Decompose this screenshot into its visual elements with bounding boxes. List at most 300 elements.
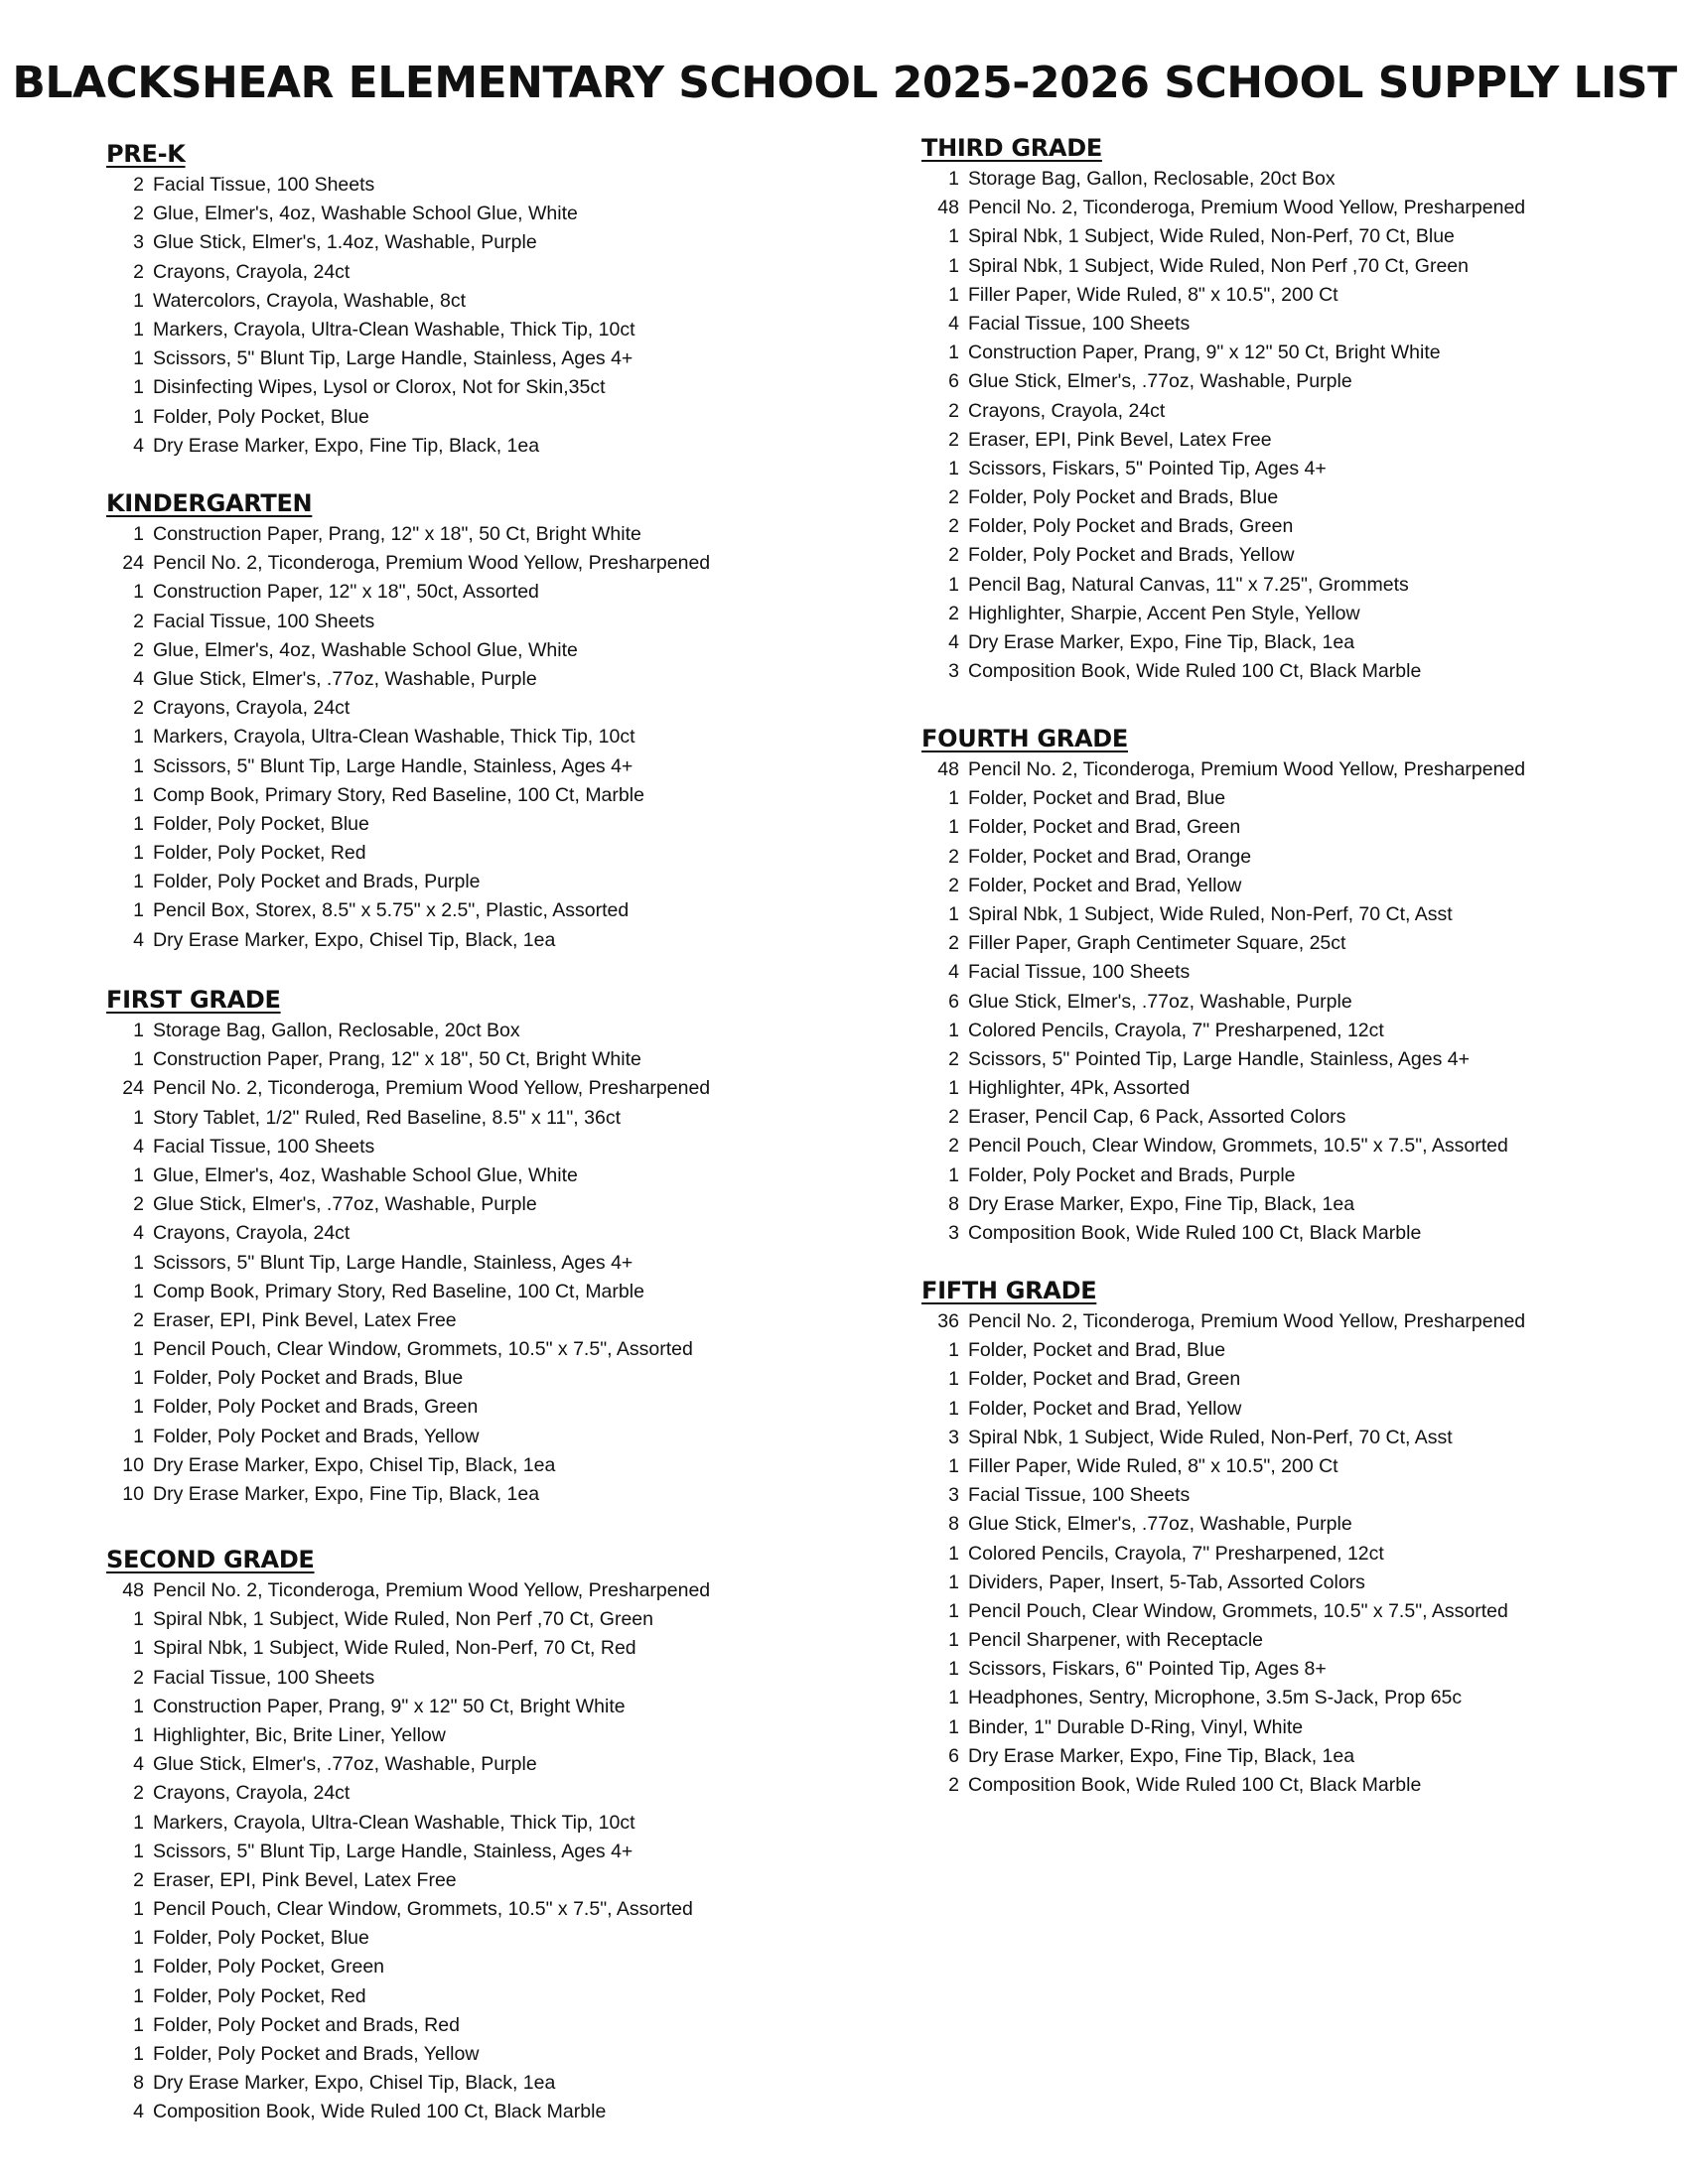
item-quantity: 2 bbox=[133, 1782, 144, 1805]
item-description: Construction Paper, Prang, 9" x 12" 50 Ct, Bright White bbox=[153, 1695, 626, 1717]
item-description: Folder, Pocket and Brad, Yellow bbox=[968, 874, 1242, 896]
item-quantity: 24 bbox=[122, 552, 144, 575]
item-description: Highlighter, 4Pk, Assorted bbox=[968, 1077, 1191, 1100]
item-description: Folder, Poly Pocket and Brads, Purple bbox=[153, 871, 481, 893]
item-description: Spiral Nbk, 1 Subject, Wide Ruled, Non-Perf, 70 Ct, Asst bbox=[968, 1426, 1453, 1448]
item-quantity: 8 bbox=[948, 1192, 959, 1215]
list-item bbox=[921, 1510, 1656, 1539]
item-description: Dry Erase Marker, Expo, Chisel Tip, Black, 1ea bbox=[153, 2072, 556, 2095]
item-quantity: 10 bbox=[122, 1483, 144, 1505]
item-quantity: 1 bbox=[948, 816, 959, 839]
item-quantity: 2 bbox=[948, 399, 959, 422]
list-item bbox=[106, 520, 801, 549]
item-description: Eraser, Pencil Cap, 6 Pack, Assorted Colors bbox=[968, 1106, 1346, 1129]
item-quantity: 3 bbox=[133, 231, 144, 254]
item-quantity: 8 bbox=[133, 2072, 144, 2095]
list-item bbox=[106, 1133, 801, 1161]
item-description: Crayons, Crayola, 24ct bbox=[153, 260, 351, 283]
list-item bbox=[106, 896, 801, 925]
list-item bbox=[106, 1895, 801, 1924]
item-quantity: 2 bbox=[133, 1308, 144, 1331]
item-description: Markers, Crayola, Ultra-Clean Washable, Thick Tip, 10ct bbox=[153, 726, 635, 749]
list-item bbox=[106, 1779, 801, 1808]
list-item bbox=[921, 1452, 1656, 1481]
item-description: Construction Paper, Prang, 12" x 18", 50 Ct, Bright White bbox=[153, 1048, 641, 1071]
item-quantity: 2 bbox=[948, 544, 959, 567]
item-quantity: 1 bbox=[948, 1542, 959, 1565]
list-item bbox=[921, 1017, 1656, 1045]
item-quantity: 1 bbox=[133, 1608, 144, 1631]
list-item bbox=[106, 1161, 801, 1190]
list-item bbox=[106, 1953, 801, 1981]
list-item bbox=[921, 1655, 1656, 1684]
section-heading: KINDERGARTEN bbox=[106, 489, 313, 517]
list-item bbox=[106, 1104, 801, 1133]
item-description: Facial Tissue, 100 Sheets bbox=[968, 1484, 1191, 1507]
item-quantity: 4 bbox=[133, 667, 144, 690]
list-item bbox=[106, 1249, 801, 1278]
item-description: Filler Paper, Graph Centimeter Square, 25ct bbox=[968, 932, 1346, 955]
item-quantity: 1 bbox=[948, 787, 959, 810]
list-item bbox=[921, 310, 1656, 339]
item-quantity: 1 bbox=[948, 1368, 959, 1391]
item-quantity: 36 bbox=[937, 1310, 959, 1332]
item-quantity: 2 bbox=[133, 1193, 144, 1216]
list-item bbox=[106, 344, 801, 373]
item-quantity: 1 bbox=[948, 1339, 959, 1362]
list-item bbox=[106, 926, 801, 955]
list-item bbox=[921, 1569, 1656, 1597]
list-item bbox=[106, 403, 801, 432]
item-description: Glue Stick, Elmer's, 1.4oz, Washable, Purple bbox=[153, 231, 537, 254]
item-description: Crayons, Crayola, 24ct bbox=[153, 697, 351, 720]
list-item bbox=[921, 843, 1656, 872]
item-quantity: 3 bbox=[948, 1484, 959, 1507]
item-description: Facial Tissue, 100 Sheets bbox=[968, 312, 1191, 335]
list-item bbox=[106, 1576, 801, 1605]
item-description: Crayons, Crayola, 24ct bbox=[153, 1222, 351, 1245]
item-description: Glue, Elmer's, 4oz, Washable School Glue, White bbox=[153, 638, 578, 661]
item-description: Pencil Pouch, Clear Window, Grommets, 10.5" x 7.5", Assorted bbox=[968, 1599, 1508, 1622]
list-item bbox=[921, 571, 1656, 600]
item-quantity: 1 bbox=[133, 1898, 144, 1921]
list-item bbox=[106, 2069, 801, 2098]
item-quantity: 1 bbox=[133, 1106, 144, 1129]
item-quantity: 1 bbox=[133, 1048, 144, 1071]
item-description: Markers, Crayola, Ultra-Clean Washable, Thick Tip, 10ct bbox=[153, 1811, 635, 1834]
section-heading: FIRST GRADE bbox=[106, 986, 281, 1014]
item-description: Watercolors, Crayola, Washable, 8ct bbox=[153, 289, 466, 312]
item-description: Folder, Poly Pocket and Brads, Yellow bbox=[153, 2043, 480, 2065]
item-quantity: 1 bbox=[133, 523, 144, 545]
list-item bbox=[106, 1480, 801, 1509]
list-item bbox=[106, 258, 801, 287]
list-item bbox=[106, 2011, 801, 2040]
list-item bbox=[921, 1684, 1656, 1712]
item-quantity: 1 bbox=[948, 1629, 959, 1652]
item-description: Scissors, 5" Pointed Tip, Large Handle, Stainless, Ages 4+ bbox=[968, 1047, 1471, 1070]
item-description: Folder, Poly Pocket, Blue bbox=[153, 812, 369, 835]
item-quantity: 1 bbox=[948, 1599, 959, 1622]
item-quantity: 1 bbox=[948, 225, 959, 248]
item-description: Pencil No. 2, Ticonderoga, Premium Wood Yellow, Presharpened bbox=[153, 1579, 711, 1601]
item-description: Markers, Crayola, Ultra-Clean Washable, Thick Tip, 10ct bbox=[153, 318, 635, 341]
list-item bbox=[106, 1190, 801, 1219]
list-item bbox=[921, 1481, 1656, 1510]
list-item bbox=[106, 810, 801, 839]
section-heading: FOURTH GRADE bbox=[921, 725, 1128, 752]
item-description: Folder, Pocket and Brad, Blue bbox=[968, 787, 1226, 810]
item-description: Pencil Pouch, Clear Window, Grommets, 10.5" x 7.5", Assorted bbox=[153, 1898, 693, 1921]
list-item bbox=[921, 1626, 1656, 1655]
list-item bbox=[921, 541, 1656, 570]
list-item bbox=[106, 1866, 801, 1895]
list-item bbox=[106, 1393, 801, 1422]
list-item bbox=[921, 1307, 1656, 1336]
list-item bbox=[921, 1713, 1656, 1742]
item-quantity: 4 bbox=[948, 961, 959, 984]
item-quantity: 1 bbox=[133, 1163, 144, 1186]
item-quantity: 1 bbox=[133, 405, 144, 428]
list-item bbox=[106, 228, 801, 257]
item-quantity: 2 bbox=[948, 428, 959, 451]
list-item bbox=[106, 1838, 801, 1866]
list-item bbox=[921, 1103, 1656, 1132]
item-quantity: 4 bbox=[133, 1135, 144, 1158]
item-description: Scissors, Fiskars, 6" Pointed Tip, Ages 8+ bbox=[968, 1658, 1327, 1681]
item-quantity: 1 bbox=[133, 289, 144, 312]
item-description: Eraser, EPI, Pink Bevel, Latex Free bbox=[153, 1868, 457, 1891]
list-item bbox=[106, 1364, 801, 1393]
item-description: Pencil No. 2, Ticonderoga, Premium Wood Yellow, Presharpened bbox=[968, 197, 1526, 219]
item-quantity: 2 bbox=[948, 1774, 959, 1796]
item-description: Pencil No. 2, Ticonderoga, Premium Wood Yellow, Presharpened bbox=[968, 1310, 1526, 1332]
item-description: Pencil Bag, Natural Canvas, 11" x 7.25", Grommets bbox=[968, 573, 1409, 596]
item-description: Glue Stick, Elmer's, .77oz, Washable, Purple bbox=[968, 1513, 1352, 1536]
item-description: Pencil No. 2, Ticonderoga, Premium Wood Yellow, Presharpened bbox=[153, 1077, 711, 1100]
item-description: Glue Stick, Elmer's, .77oz, Washable, Purple bbox=[968, 990, 1352, 1013]
item-quantity: 1 bbox=[948, 1454, 959, 1477]
list-item bbox=[106, 636, 801, 665]
item-description: Folder, Pocket and Brad, Green bbox=[968, 816, 1241, 839]
item-description: Glue Stick, Elmer's, .77oz, Washable, Purple bbox=[153, 1753, 537, 1776]
item-quantity: 4 bbox=[133, 928, 144, 951]
item-description: Dry Erase Marker, Expo, Fine Tip, Black, 1ea bbox=[153, 434, 540, 457]
section-third-grade bbox=[921, 131, 1656, 686]
item-quantity: 2 bbox=[133, 260, 144, 283]
section-second-grade bbox=[106, 1543, 801, 2127]
item-quantity: 1 bbox=[133, 2013, 144, 2036]
item-description: Construction Paper, Prang, 9" x 12" 50 Ct, Bright White bbox=[968, 341, 1441, 364]
item-description: Crayons, Crayola, 24ct bbox=[968, 399, 1166, 422]
item-quantity: 48 bbox=[937, 197, 959, 219]
item-quantity: 1 bbox=[948, 1715, 959, 1738]
list-item bbox=[921, 194, 1656, 222]
item-description: Folder, Poly Pocket, Red bbox=[153, 1984, 366, 2007]
list-item bbox=[106, 549, 801, 578]
item-description: Pencil No. 2, Ticonderoga, Premium Wood Yellow, Presharpened bbox=[153, 552, 711, 575]
list-item bbox=[106, 1924, 801, 1953]
item-quantity: 1 bbox=[133, 581, 144, 604]
item-description: Crayons, Crayola, 24ct bbox=[153, 1782, 351, 1805]
list-item bbox=[921, 1045, 1656, 1074]
item-quantity: 2 bbox=[133, 203, 144, 225]
item-quantity: 1 bbox=[948, 341, 959, 364]
list-item bbox=[921, 958, 1656, 987]
item-description: Folder, Poly Pocket and Brads, Purple bbox=[968, 1163, 1296, 1186]
item-quantity: 2 bbox=[948, 602, 959, 624]
item-quantity: 48 bbox=[122, 1579, 144, 1601]
list-item bbox=[106, 752, 801, 781]
item-description: Scissors, Fiskars, 5" Pointed Tip, Ages 4+ bbox=[968, 457, 1327, 479]
list-item bbox=[921, 426, 1656, 455]
item-description: Binder, 1" Durable D-Ring, Vinyl, White bbox=[968, 1715, 1304, 1738]
item-description: Story Tablet, 1/2" Ruled, Red Baseline, 8.5" x 11", 36ct bbox=[153, 1106, 621, 1129]
list-item bbox=[921, 1365, 1656, 1394]
list-item bbox=[921, 657, 1656, 686]
item-description: Glue Stick, Elmer's, .77oz, Washable, Purple bbox=[153, 1193, 537, 1216]
list-item bbox=[106, 1982, 801, 2011]
item-description: Dry Erase Marker, Expo, Fine Tip, Black, 1ea bbox=[153, 1483, 540, 1505]
section-kindergarten bbox=[106, 486, 801, 955]
item-description: Pencil Pouch, Clear Window, Grommets, 10.5" x 7.5", Assorted bbox=[968, 1135, 1508, 1158]
list-item bbox=[106, 723, 801, 751]
list-item bbox=[921, 165, 1656, 194]
list-item bbox=[921, 1742, 1656, 1771]
item-quantity: 1 bbox=[133, 899, 144, 922]
list-item bbox=[106, 868, 801, 896]
item-description: Pencil Sharpener, with Receptacle bbox=[968, 1629, 1264, 1652]
list-item bbox=[921, 813, 1656, 842]
item-quantity: 1 bbox=[133, 1251, 144, 1274]
section-fifth-grade bbox=[921, 1274, 1656, 1800]
item-quantity: 1 bbox=[133, 1396, 144, 1419]
item-quantity: 1 bbox=[948, 457, 959, 479]
item-description: Scissors, 5" Blunt Tip, Large Handle, Stainless, Ages 4+ bbox=[153, 347, 633, 370]
item-quantity: 2 bbox=[133, 1666, 144, 1689]
list-item bbox=[921, 1424, 1656, 1452]
item-description: Storage Bag, Gallon, Reclosable, 20ct Box bbox=[968, 168, 1336, 190]
list-item bbox=[921, 600, 1656, 628]
list-item bbox=[106, 1809, 801, 1838]
item-description: Glue Stick, Elmer's, .77oz, Washable, Purple bbox=[968, 370, 1352, 393]
list-item bbox=[106, 1693, 801, 1721]
item-quantity: 2 bbox=[948, 932, 959, 955]
item-description: Dividers, Paper, Insert, 5-Tab, Assorted Colors bbox=[968, 1570, 1365, 1593]
item-quantity: 3 bbox=[948, 1426, 959, 1448]
list-item bbox=[106, 1605, 801, 1634]
item-description: Folder, Poly Pocket and Brads, Yellow bbox=[153, 1425, 480, 1447]
list-item bbox=[106, 608, 801, 636]
item-quantity: 1 bbox=[133, 871, 144, 893]
list-item bbox=[106, 200, 801, 228]
item-description: Glue Stick, Elmer's, .77oz, Washable, Purple bbox=[153, 667, 537, 690]
section-prek bbox=[106, 137, 801, 461]
item-description: Scissors, 5" Blunt Tip, Large Handle, Stainless, Ages 4+ bbox=[153, 754, 633, 777]
item-description: Filler Paper, Wide Ruled, 8" x 10.5", 200 Ct bbox=[968, 283, 1338, 306]
item-description: Glue, Elmer's, 4oz, Washable School Glue, White bbox=[153, 203, 578, 225]
page-title: BLACKSHEAR ELEMENTARY SCHOOL 2025-2026 SCHOOL SUPPLY LIST bbox=[12, 58, 1677, 108]
item-description: Dry Erase Marker, Expo, Chisel Tip, Black, 1ea bbox=[153, 928, 556, 951]
list-item bbox=[921, 1190, 1656, 1219]
item-description: Colored Pencils, Crayola, 7" Presharpened, 12ct bbox=[968, 1542, 1384, 1565]
item-quantity: 1 bbox=[133, 726, 144, 749]
item-quantity: 1 bbox=[948, 573, 959, 596]
list-item bbox=[921, 512, 1656, 541]
item-quantity: 1 bbox=[133, 1811, 144, 1834]
item-quantity: 6 bbox=[948, 990, 959, 1013]
list-item bbox=[106, 578, 801, 607]
list-item bbox=[921, 1132, 1656, 1160]
item-quantity: 1 bbox=[133, 1723, 144, 1746]
item-quantity: 1 bbox=[948, 902, 959, 925]
item-description: Facial Tissue, 100 Sheets bbox=[153, 1135, 375, 1158]
list-item bbox=[921, 367, 1656, 396]
item-quantity: 1 bbox=[133, 1637, 144, 1660]
item-description: Folder, Pocket and Brad, Yellow bbox=[968, 1397, 1242, 1420]
item-description: Spiral Nbk, 1 Subject, Wide Ruled, Non-Perf, 70 Ct, Blue bbox=[968, 225, 1455, 248]
item-quantity: 1 bbox=[948, 1077, 959, 1100]
item-description: Filler Paper, Wide Ruled, 8" x 10.5", 200 Ct bbox=[968, 1454, 1338, 1477]
item-description: Folder, Poly Pocket and Brads, Yellow bbox=[968, 544, 1295, 567]
list-item bbox=[106, 2098, 801, 2126]
section-fourth-grade bbox=[921, 722, 1656, 1248]
list-item bbox=[921, 784, 1656, 813]
list-item bbox=[106, 1045, 801, 1074]
list-item bbox=[921, 872, 1656, 900]
list-item bbox=[921, 1395, 1656, 1424]
list-item bbox=[106, 1335, 801, 1364]
item-quantity: 1 bbox=[133, 1927, 144, 1950]
list-item bbox=[921, 1336, 1656, 1365]
item-quantity: 10 bbox=[122, 1453, 144, 1476]
item-description: Folder, Poly Pocket and Brads, Green bbox=[153, 1396, 479, 1419]
item-quantity: 6 bbox=[948, 370, 959, 393]
item-quantity: 1 bbox=[948, 1658, 959, 1681]
item-quantity: 4 bbox=[133, 434, 144, 457]
item-quantity: 1 bbox=[948, 1687, 959, 1709]
item-quantity: 4 bbox=[133, 1753, 144, 1776]
item-description: Construction Paper, Prang, 12" x 18", 50 Ct, Bright White bbox=[153, 523, 641, 545]
item-description: Composition Book, Wide Ruled 100 Ct, Black Marble bbox=[968, 1222, 1422, 1244]
item-quantity: 2 bbox=[948, 1106, 959, 1129]
list-item bbox=[921, 929, 1656, 958]
item-description: Folder, Poly Pocket, Red bbox=[153, 842, 366, 865]
list-item bbox=[921, 455, 1656, 483]
item-description: Folder, Poly Pocket and Brads, Green bbox=[968, 515, 1294, 538]
list-item bbox=[921, 1597, 1656, 1626]
item-description: Scissors, 5" Blunt Tip, Large Handle, Stainless, Ages 4+ bbox=[153, 1251, 633, 1274]
item-quantity: 1 bbox=[133, 1425, 144, 1447]
item-quantity: 24 bbox=[122, 1077, 144, 1100]
list-item bbox=[106, 171, 801, 200]
item-description: Dry Erase Marker, Expo, Chisel Tip, Black, 1ea bbox=[153, 1453, 556, 1476]
item-quantity: 1 bbox=[948, 283, 959, 306]
list-item bbox=[921, 483, 1656, 512]
item-description: Disinfecting Wipes, Lysol or Clorox, Not for Skin,35ct bbox=[153, 376, 606, 399]
item-quantity: 2 bbox=[948, 874, 959, 896]
item-quantity: 6 bbox=[948, 1744, 959, 1767]
item-description: Dry Erase Marker, Expo, Fine Tip, Black, 1ea bbox=[968, 1192, 1355, 1215]
item-description: Spiral Nbk, 1 Subject, Wide Ruled, Non-Perf, 70 Ct, Asst bbox=[968, 902, 1453, 925]
list-item bbox=[106, 781, 801, 810]
item-quantity: 1 bbox=[948, 1019, 959, 1041]
item-quantity: 4 bbox=[948, 312, 959, 335]
item-description: Folder, Poly Pocket and Brads, Red bbox=[153, 2013, 460, 2036]
item-quantity: 2 bbox=[948, 1135, 959, 1158]
item-quantity: 1 bbox=[133, 2043, 144, 2065]
item-description: Folder, Poly Pocket and Brads, Blue bbox=[968, 486, 1279, 509]
item-description: Scissors, 5" Blunt Tip, Large Handle, Stainless, Ages 4+ bbox=[153, 1840, 633, 1862]
item-quantity: 2 bbox=[133, 697, 144, 720]
list-item bbox=[106, 1634, 801, 1663]
section-heading: THIRD GRADE bbox=[921, 134, 1102, 162]
item-quantity: 3 bbox=[948, 660, 959, 683]
list-item bbox=[106, 1278, 801, 1306]
list-item bbox=[106, 1451, 801, 1480]
list-item bbox=[106, 1306, 801, 1335]
list-item bbox=[106, 287, 801, 316]
list-item bbox=[921, 222, 1656, 251]
list-item bbox=[921, 252, 1656, 281]
item-quantity: 48 bbox=[937, 758, 959, 780]
item-quantity: 2 bbox=[948, 845, 959, 868]
list-item bbox=[106, 432, 801, 461]
list-item bbox=[921, 988, 1656, 1017]
list-item bbox=[106, 1750, 801, 1779]
list-item bbox=[106, 2040, 801, 2069]
section-heading: SECOND GRADE bbox=[106, 1546, 315, 1573]
item-description: Glue, Elmer's, 4oz, Washable School Glue, White bbox=[153, 1163, 578, 1186]
list-item bbox=[106, 1074, 801, 1103]
item-description: Folder, Poly Pocket, Green bbox=[153, 1956, 385, 1979]
item-quantity: 1 bbox=[948, 1397, 959, 1420]
item-quantity: 2 bbox=[133, 610, 144, 632]
item-description: Folder, Pocket and Brad, Orange bbox=[968, 845, 1252, 868]
list-item bbox=[921, 1161, 1656, 1190]
section-first-grade bbox=[106, 983, 801, 1509]
item-description: Pencil No. 2, Ticonderoga, Premium Wood Yellow, Presharpened bbox=[968, 758, 1526, 780]
item-quantity: 4 bbox=[948, 631, 959, 653]
item-description: Folder, Poly Pocket, Blue bbox=[153, 405, 369, 428]
item-description: Facial Tissue, 100 Sheets bbox=[153, 1666, 375, 1689]
item-quantity: 1 bbox=[133, 1956, 144, 1979]
item-quantity: 1 bbox=[133, 1338, 144, 1361]
item-description: Pencil Box, Storex, 8.5" x 5.75" x 2.5", Plastic, Assorted bbox=[153, 899, 630, 922]
item-description: Spiral Nbk, 1 Subject, Wide Ruled, Non-Perf, 70 Ct, Red bbox=[153, 1637, 636, 1660]
list-item bbox=[106, 316, 801, 344]
item-description: Comp Book, Primary Story, Red Baseline, 100 Ct, Marble bbox=[153, 783, 644, 806]
item-quantity: 1 bbox=[948, 1163, 959, 1186]
list-item bbox=[921, 397, 1656, 426]
item-description: Eraser, EPI, Pink Bevel, Latex Free bbox=[968, 428, 1272, 451]
list-item bbox=[106, 1664, 801, 1693]
item-quantity: 1 bbox=[948, 1570, 959, 1593]
item-description: Facial Tissue, 100 Sheets bbox=[968, 961, 1191, 984]
item-description: Composition Book, Wide Ruled 100 Ct, Black Marble bbox=[968, 1774, 1422, 1796]
item-description: Folder, Pocket and Brad, Green bbox=[968, 1368, 1241, 1391]
item-description: Highlighter, Bic, Brite Liner, Yellow bbox=[153, 1723, 446, 1746]
item-quantity: 2 bbox=[133, 638, 144, 661]
item-description: Headphones, Sentry, Microphone, 3.5m S-Jack, Prop 65c bbox=[968, 1687, 1463, 1709]
list-item bbox=[921, 1771, 1656, 1800]
item-quantity: 1 bbox=[133, 783, 144, 806]
item-description: Dry Erase Marker, Expo, Fine Tip, Black, 1ea bbox=[968, 1744, 1355, 1767]
item-quantity: 1 bbox=[133, 1367, 144, 1390]
item-quantity: 2 bbox=[948, 486, 959, 509]
list-item bbox=[106, 1423, 801, 1451]
item-quantity: 1 bbox=[948, 168, 959, 190]
